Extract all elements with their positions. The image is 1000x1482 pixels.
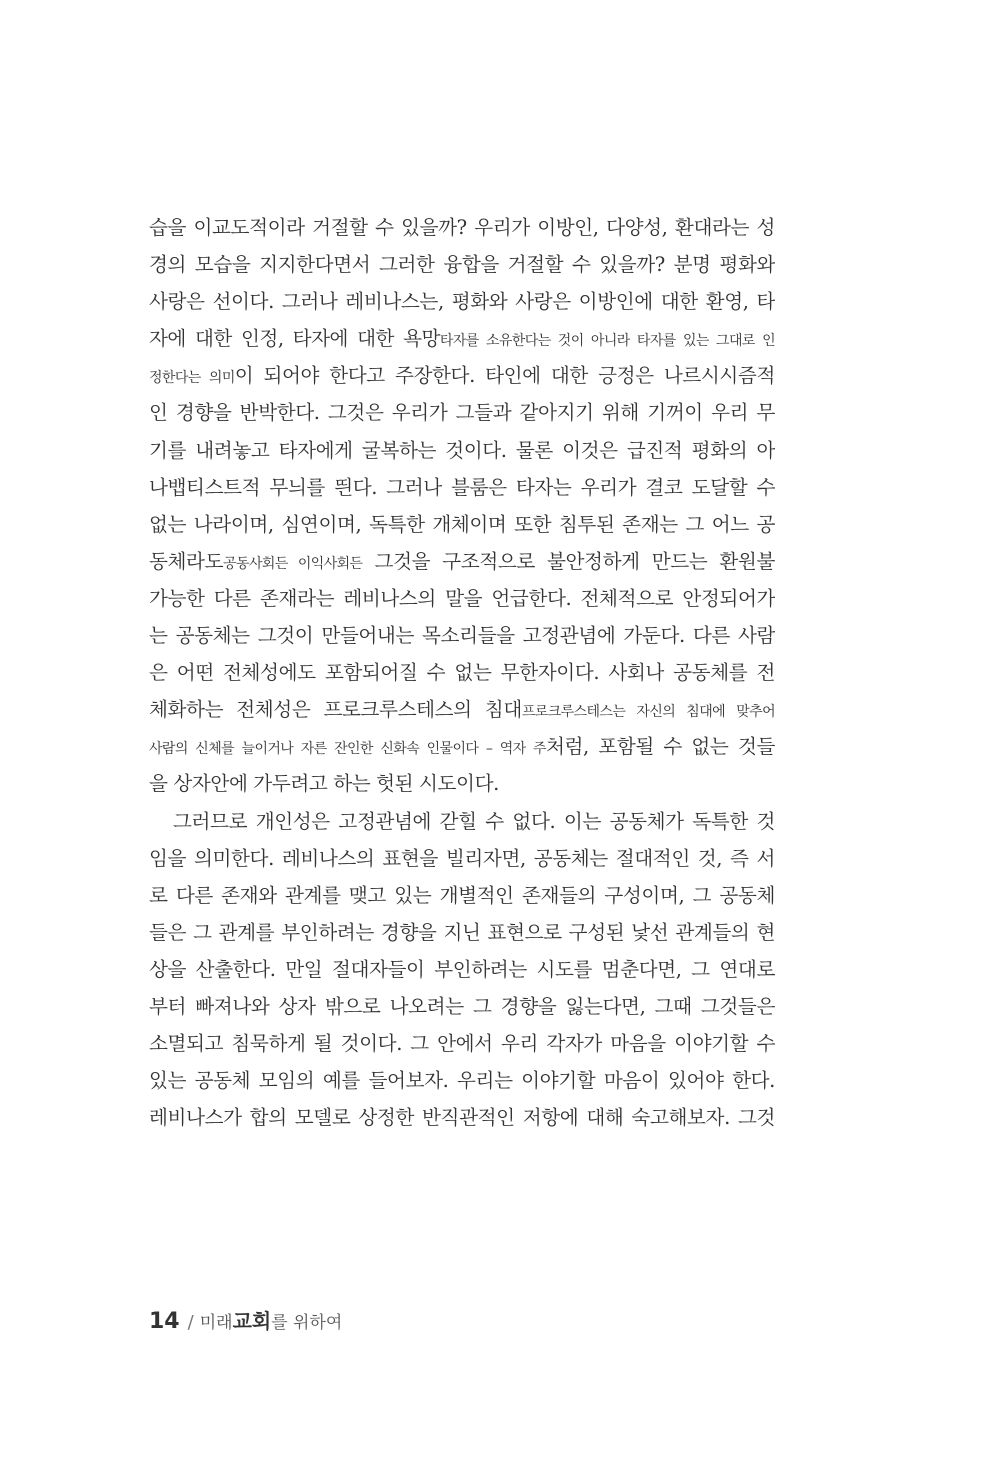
text-line [149,1062,775,1099]
text-line [149,432,775,469]
text-line [149,469,775,506]
text-line [149,1099,775,1136]
line-text: 자에 대한 인정, 타자에 대한 욕망 [149,327,440,351]
line-text: 없는 나라이며, 심연이며, 독특한 개체이며 또한 침투된 존재는 그 어느 공 [149,512,775,536]
book-title-part2: 교회 [232,1309,272,1333]
text-line [149,394,775,431]
line-text: 이 되어야 한다고 주장한다. 타인에 대한 긍정은 나르시시즘적 [234,364,775,388]
inline-annotation: 공동사회든 이익사회든 [223,555,363,572]
footer-separator: / [187,1312,194,1333]
inline-annotation: 프로크루스테스는 자신의 침대에 맞추어 [521,704,775,721]
inline-annotation: 정한다는 의미 [149,370,235,387]
inline-annotation: 사람의 신체를 늘이거나 자른 잔인한 신화속 인물이다 – 역자 주 [149,741,546,758]
line-text: 레비나스가 합의 모델로 상정한 반직관적인 저항에 대해 숙고해보자. 그것 [149,1106,775,1130]
text-line [149,691,775,728]
line-text: 임을 의미한다. 레비나스의 표현을 빌리자면, 공동체는 절대적인 것, 즉 서 [149,846,775,870]
text-line [149,1025,775,1062]
line-text: 나뱁티스트적 무늬를 띈다. 그러나 블룸은 타자는 우리가 결코 도달할 수 [149,475,775,499]
line-text: 상을 산출한다. 만일 절대자들이 부인하려는 시도를 멈춘다면, 그 연대로 [149,957,775,981]
text-line [149,988,775,1025]
text-line [149,320,775,357]
line-text: 경의 모습을 지지한다면서 그러한 융합을 거절할 수 있을까? 분명 평화와 [149,253,775,277]
body-text [149,209,775,1136]
line-text: 습을 이교도적이라 거절할 수 있을까? 우리가 이방인, 다양성, 환대라는 성 [149,216,775,239]
book-title-part3: 를 위하여 [271,1313,343,1333]
line-text: 인 경향을 반박한다. 그것은 우리가 그들과 같아지기 위해 기꺼이 우리 무 [149,401,775,425]
line-text: 소멸되고 침묵하게 될 것이다. 그 안에서 우리 각자가 마음을 이야기할 수 [149,1032,775,1056]
line-text: 사랑은 선이다. 그러나 레비나스는, 평화와 사랑은 이방인에 대한 환영, 타 [149,290,775,314]
text-line [149,506,775,543]
line-text: 있는 공동체 모임의 예를 들어보자. 우리는 이야기할 마음이 있어야 한다. [149,1069,775,1093]
line-text: 는 공동체는 그것이 만들어내는 목소리들을 고정관념에 가둔다. 다른 사람 [149,624,775,648]
line-text: 부터 빠져나와 상자 밖으로 나오려는 그 경향을 잃는다면, 그때 그것들은 [149,994,775,1018]
line-text: 체화하는 전체성은 프로크루스테스의 침대 [149,698,522,722]
page-number: 14 [149,1309,180,1334]
inline-annotation: 타자를 소유한다는 것이 아니라 타자를 있는 그대로 인 [439,333,775,350]
line-text: 로 다른 존재와 관계를 맺고 있는 개별적인 존재들의 구성이며, 그 공동체 [149,883,775,907]
text-line [149,580,775,617]
text-line [149,617,775,654]
text-line [149,654,775,691]
text-line [149,877,775,914]
text-line [149,543,775,580]
text-line [149,840,775,877]
text-line [149,357,775,394]
line-text: 그것을 구조적으로 불안정하게 만드는 환원불 [362,549,775,573]
line-text: 을 상자안에 가두려고 하는 헛된 시도이다. [149,772,499,796]
text-line [149,246,775,283]
book-title-part1: 미래 [199,1313,233,1333]
line-text: 기를 내려놓고 타자에게 굴복하는 것이다. 물론 이것은 급진적 평화의 아 [149,438,775,462]
page-footer [149,1306,342,1336]
text-line [149,914,775,951]
line-text: 은 어떤 전체성에도 포함되어질 수 없는 무한자이다. 사회나 공동체를 전 [149,661,775,685]
line-text: 가능한 다른 존재라는 레비나스의 말을 언급한다. 전체적으로 안정되어가 [149,586,775,610]
text-line [149,765,775,802]
text-line [149,803,775,840]
text-line [149,728,775,765]
text-line [149,951,775,988]
text-line [149,283,775,320]
line-text: 동체라도 [149,549,224,573]
text-line [149,209,775,246]
line-text: 들은 그 관계를 부인하려는 경향을 지닌 표현으로 구성된 낯선 관계들의 현 [149,920,775,944]
line-text: 그러므로 개인성은 고정관념에 갇힐 수 없다. 이는 공동체가 독특한 것 [173,809,775,833]
line-text: 처럼, 포함될 수 없는 것들 [545,735,775,759]
